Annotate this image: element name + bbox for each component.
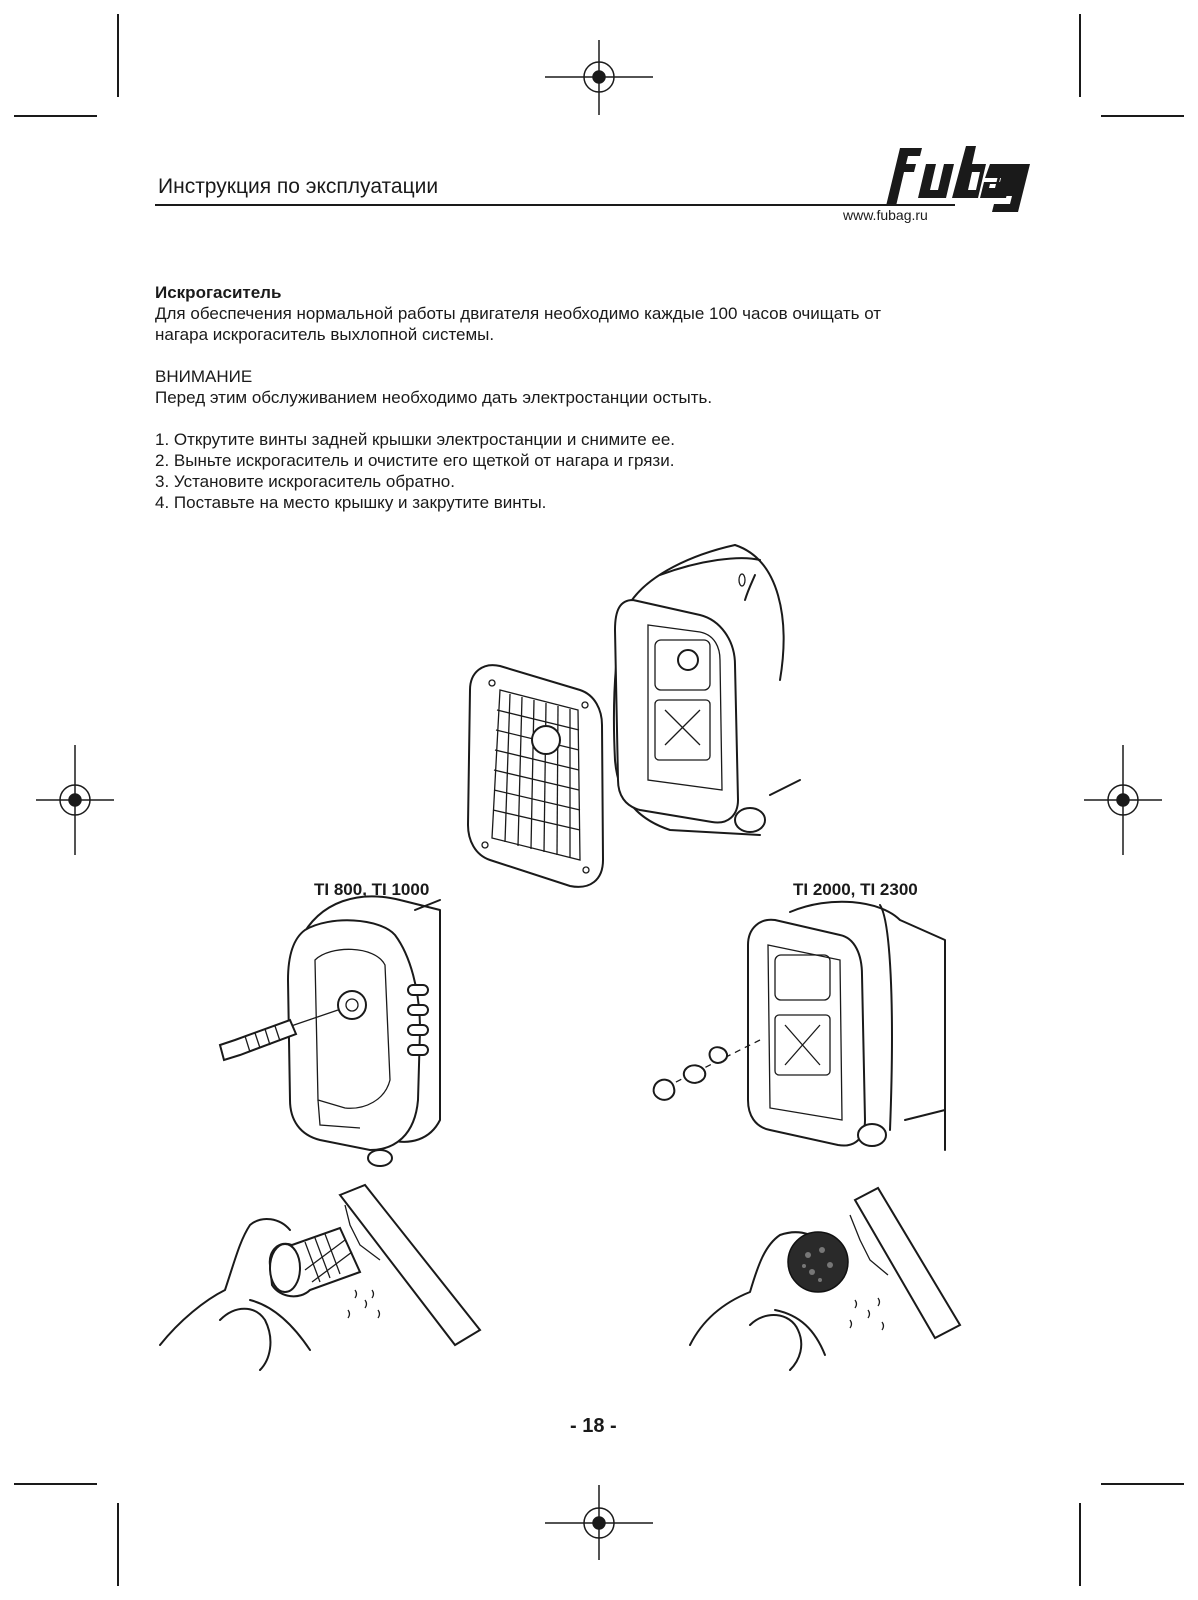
step-1: 1. Открутите винты задней крышки электростанции и снимите ее. [155, 430, 676, 449]
ti800-illustration [220, 896, 440, 1166]
step-2: 2. Выньте искрогаситель и очистите его щеткой от нагара и грязи. [155, 451, 675, 470]
figure-label-ti800: TI 800, TI 1000 [314, 880, 430, 899]
intro-line-2: нагара искрогаситель выхлопной системы. [155, 325, 495, 344]
cleaning-illustration-right [690, 1188, 960, 1370]
warning-text: Перед этим обслуживанием необходимо дать электростанции остыть. [155, 388, 713, 407]
section-heading: Искрогаситель [155, 283, 282, 302]
website-url: www.fubag.ru [843, 207, 928, 223]
cleaning-illustration-left [160, 1185, 480, 1370]
ti2000-illustration [654, 902, 945, 1150]
step-4: 4. Поставьте на место крышку и закрутите винты. [155, 493, 547, 512]
rear-cover-removal-illustration [468, 545, 800, 887]
page-number: - 18 - [570, 1415, 617, 1437]
intro-line-1: Для обеспечения нормальной работы двигателя необходимо каждые 100 часов очищать от [155, 304, 882, 323]
page-header-title: Инструкция по эксплуатации [158, 175, 439, 198]
figure-label-ti2000: TI 2000, TI 2300 [793, 880, 918, 899]
step-3: 3. Установите искрогаситель обратно. [155, 472, 455, 491]
warning-title: ВНИМАНИЕ [155, 367, 253, 386]
